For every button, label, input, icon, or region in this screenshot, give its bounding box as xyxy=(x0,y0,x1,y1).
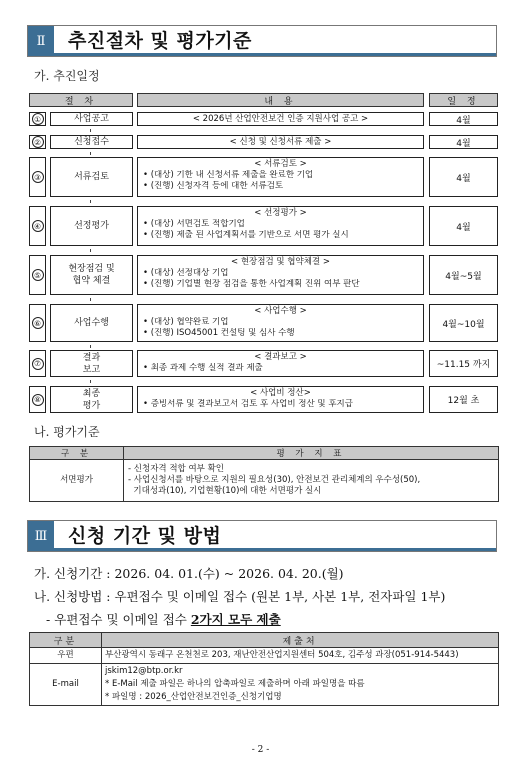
step-number: ⑤ xyxy=(32,269,44,281)
step-bullet: • (대상) 협약완료 기업 xyxy=(143,317,229,327)
step-number-cell xyxy=(29,112,46,126)
step-content xyxy=(137,350,424,377)
criteria-line: 기대성과(10), 기업현황(10)에 대한 서면평가 실시 xyxy=(128,486,322,496)
step-connector xyxy=(90,345,91,348)
step-bullet: • (진행) 제출 된 사업계획서를 기반으로 서면 평가 실시 xyxy=(143,230,349,240)
step-name: 최종 평가 xyxy=(50,386,133,413)
proc-header-step: 절 차 xyxy=(29,93,133,107)
step-number-cell xyxy=(29,206,46,246)
step-content xyxy=(137,135,424,149)
submission-header-type: 구분 xyxy=(30,633,102,648)
step-period: 4월~5월 xyxy=(429,255,498,295)
criteria-desc xyxy=(124,460,499,502)
step-content-title: < 2026년 산업안전보건 인증 지원사업 공고 > xyxy=(192,113,369,124)
step-content xyxy=(137,157,424,197)
step-period: 4월 xyxy=(429,112,498,126)
criteria-header-type: 구 분 xyxy=(30,447,124,460)
table-row xyxy=(30,460,499,502)
schedule-heading: 가. 추진일정 xyxy=(34,69,100,83)
proc-header-content: 내 용 xyxy=(137,93,424,107)
step-name: 신청접수 xyxy=(50,135,133,149)
step-period: 4월~10월 xyxy=(429,304,498,342)
step-content xyxy=(137,255,424,295)
step-bullet: • (진행) ISO45001 컨설팅 및 심사 수행 xyxy=(143,328,295,338)
section-title: 추진절차 및 평가기준 xyxy=(54,26,496,56)
step-period: 12월 초 xyxy=(429,386,498,413)
step-number: ② xyxy=(32,136,44,148)
step-name: 현장점검 및 협약 체결 xyxy=(50,255,133,295)
criteria-table xyxy=(29,446,499,502)
submission-address: 부산광역시 동래구 온천천로 203, 재난안전산업지원센터 504호, 김주성 과장(051-914-5443) xyxy=(102,648,499,664)
step-number: ⑥ xyxy=(32,317,44,329)
step-name: 사업공고 xyxy=(50,112,133,126)
step-content xyxy=(137,206,424,246)
application-method: 나. 신청방법 : 우편접수 및 이메일 접수 (원본 1부, 사본 1부, 전자파일 1부) xyxy=(34,589,446,604)
step-bullet: • (대상) 선정대상 기업 xyxy=(143,268,229,278)
step-content-title: < 결과보고 > xyxy=(254,352,307,362)
step-content-title: < 선정평가 > xyxy=(254,208,307,218)
section-title: 신청 기간 및 방법 xyxy=(54,521,496,551)
submission-table xyxy=(29,632,499,706)
step-content-title: < 사업비 정산> xyxy=(250,388,311,398)
email-note: * E-Mail 제출 파일은 하나의 압축파일로 제출하며 아래 파일명을 따름 xyxy=(105,679,365,689)
step-number-cell xyxy=(29,304,46,342)
section-number: Ⅲ xyxy=(28,521,54,551)
step-bullet: • (진행) 기업별 현장 점검을 통한 사업계획 진위 여부 판단 xyxy=(143,279,360,289)
criteria-header-index: 평 가 지 표 xyxy=(124,447,499,460)
step-connector xyxy=(90,298,91,301)
step-content xyxy=(137,304,424,342)
application-period: 가. 신청기간 : 2026. 04. 01.(수) ~ 2026. 04. 20.(월) xyxy=(34,566,344,581)
step-period: ~11.15 까지 xyxy=(429,350,498,377)
criteria-line: - 사업신청서를 바탕으로 지원의 필요성(30), 안전보건 관리체계의 우수성(50), xyxy=(128,475,421,485)
step-content-title: < 사업수행 > xyxy=(254,306,307,316)
step-name: 사업수행 xyxy=(50,304,133,342)
step-connector xyxy=(90,129,91,132)
step-content xyxy=(137,112,424,126)
step-bullet: • 증빙서류 및 결과보고서 검토 후 사업비 정산 및 후지급 xyxy=(143,399,353,409)
step-number: ⑧ xyxy=(32,394,44,406)
step-period: 4월 xyxy=(429,135,498,149)
section-number: Ⅱ xyxy=(28,26,54,56)
criteria-type: 서면평가 xyxy=(30,460,124,502)
step-number-cell xyxy=(29,350,46,377)
submission-type: 우편 xyxy=(30,648,102,664)
step-number-cell xyxy=(29,255,46,295)
step-content xyxy=(137,386,424,413)
criteria-heading: 나. 평가기준 xyxy=(34,425,100,439)
step-name: 서류검토 xyxy=(50,157,133,197)
step-connector xyxy=(90,152,91,155)
application-method-sub xyxy=(46,610,281,628)
step-number: ① xyxy=(32,113,44,125)
step-number: ⑦ xyxy=(32,358,44,370)
email-address: jskim12@btp.or.kr xyxy=(105,666,183,676)
submission-email-cell xyxy=(102,664,499,706)
step-connector xyxy=(90,200,91,203)
step-content-title: < 현장점검 및 협약체결 > xyxy=(231,257,330,267)
submission-header-dest: 제출처 xyxy=(102,633,499,648)
step-number-cell xyxy=(29,386,46,413)
step-connector xyxy=(90,249,91,252)
step-number: ④ xyxy=(32,220,44,232)
step-number: ③ xyxy=(32,171,44,183)
submission-type: E-mail xyxy=(30,664,102,706)
method-sub-emphasis: 2가지 모두 제출 xyxy=(190,612,281,627)
step-bullet: • 최종 과제 수행 실적 결과 제출 xyxy=(143,363,263,373)
proc-header-period: 일 정 xyxy=(429,93,498,107)
method-sub-text: - 우편접수 및 이메일 접수 xyxy=(46,612,191,627)
step-number-cell xyxy=(29,135,46,149)
step-name: 선정평가 xyxy=(50,206,133,246)
step-bullet: • (대상) 서면검토 적합기업 xyxy=(143,219,245,229)
section-header-2 xyxy=(27,25,497,57)
step-name: 결과 보고 xyxy=(50,350,133,377)
email-filename: * 파일명 : 2026_산업안전보건인증_신청기업명 xyxy=(105,692,282,702)
step-number-cell xyxy=(29,157,46,197)
criteria-line: - 신청자격 적합 여부 확인 xyxy=(128,464,224,474)
section-header-3 xyxy=(27,520,497,552)
step-content-title: < 신청 및 신청서류 제출 > xyxy=(229,136,332,147)
page-number: - 2 - xyxy=(251,745,270,755)
table-row xyxy=(30,664,499,706)
table-row xyxy=(30,648,499,664)
step-content-title: < 서류검토 > xyxy=(254,159,307,169)
step-connector xyxy=(90,380,91,383)
step-period: 4월 xyxy=(429,157,498,197)
step-period: 4월 xyxy=(429,206,498,246)
step-bullet: • (진행) 신청자격 등에 대한 서류검토 xyxy=(143,181,284,191)
step-bullet: • (대상) 기한 내 신청서류 제출을 완료한 기업 xyxy=(143,170,314,180)
